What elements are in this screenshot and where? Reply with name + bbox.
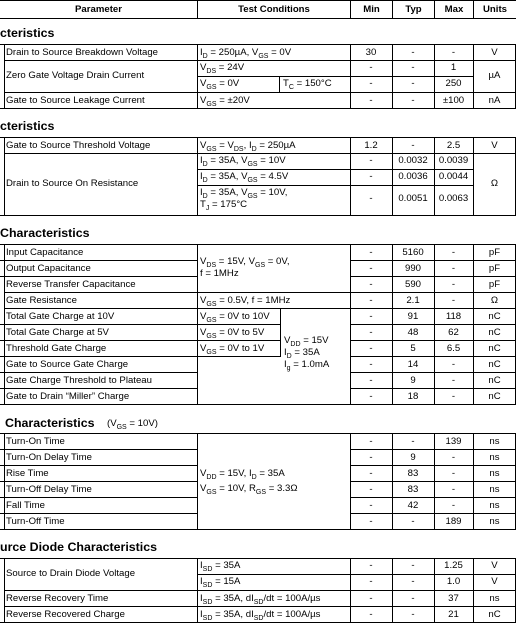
min-rds-2: - bbox=[369, 171, 373, 182]
table-rule bbox=[197, 558, 198, 622]
min-toff: - bbox=[369, 515, 373, 527]
table-rule bbox=[197, 44, 198, 108]
typ-igss: - bbox=[411, 94, 415, 106]
param-qg5: Total Gate Charge at 5V bbox=[6, 326, 109, 338]
min-qg10: - bbox=[369, 310, 373, 322]
param-vth: Gate to Source Threshold Voltage bbox=[6, 139, 151, 151]
header-parameter: Parameter bbox=[75, 4, 122, 15]
units-qg10: nC bbox=[488, 310, 501, 322]
typ-idss-1: - bbox=[411, 62, 415, 73]
min-vsd-2: - bbox=[369, 576, 373, 587]
units-qgs: nC bbox=[488, 358, 501, 370]
table-rule bbox=[4, 44, 5, 108]
max-rds-3: 0.0063 bbox=[438, 193, 469, 204]
min-tdoff: - bbox=[369, 483, 373, 495]
typ-tr: 83 bbox=[407, 467, 419, 479]
min-qrr: - bbox=[369, 608, 373, 620]
typ-qgd: 18 bbox=[407, 390, 419, 402]
cond-rds-2: $I_D = 35A$, $V_{GS} = 4.5V$ bbox=[200, 171, 289, 184]
table-rule bbox=[0, 108, 516, 109]
typ-qg5: 48 bbox=[407, 326, 419, 338]
min-rds-1: - bbox=[369, 155, 373, 166]
table-rule bbox=[0, 404, 516, 405]
header-typ: Typ bbox=[405, 4, 422, 15]
param-igss: Gate to Source Leakage Current bbox=[6, 94, 145, 106]
cond-qg5: $V_{GS} = 0V$ to 5V bbox=[200, 326, 265, 340]
param-tdon: Turn-On Delay Time bbox=[6, 451, 93, 463]
min-ton: - bbox=[369, 435, 373, 447]
units-toff: ns bbox=[489, 515, 500, 527]
cond-q-id: $I_D = 35A$ bbox=[284, 347, 320, 360]
param-qgs2: Gate Charge Threshold to Plateau bbox=[6, 374, 152, 386]
cond-cap-1: $V_{DS} = 15V$, $V_{GS} = 0V$, bbox=[200, 256, 290, 269]
max-qgs2: - bbox=[451, 374, 456, 386]
min-idss-2: - bbox=[369, 78, 373, 89]
table-rule bbox=[0, 529, 516, 530]
table-rule bbox=[279, 76, 280, 92]
max-idss-2: 250 bbox=[445, 78, 462, 89]
units-qrr: nC bbox=[488, 608, 501, 620]
cond-qth: $V_{GS} = 0V$ to 1V bbox=[200, 342, 265, 356]
table-rule bbox=[392, 137, 393, 215]
units-rds: Ω bbox=[490, 178, 499, 189]
table-rule bbox=[4, 244, 5, 404]
min-qgs2: - bbox=[369, 374, 373, 386]
cond-qrr: $I_{SD} = 35A$, $dI_{SD}/dt = 100A/\mu s$ bbox=[200, 608, 321, 622]
max-tdoff: - bbox=[451, 483, 456, 495]
table-rule bbox=[473, 244, 474, 404]
units-crss: pF bbox=[488, 278, 501, 290]
cond-cap-2: f = 1MHz bbox=[200, 268, 239, 279]
section-diode-characteristics: urce Diode Characteristics bbox=[0, 540, 158, 554]
param-qgs: Gate to Source Gate Charge bbox=[6, 358, 129, 370]
cond-igss: $V_{GS} = \pm 20V$ bbox=[200, 94, 250, 108]
param-tr: Rise Time bbox=[6, 467, 49, 479]
max-rg: - bbox=[451, 294, 456, 306]
param-qgd: Gate to Drain “Miller” Charge bbox=[6, 390, 130, 402]
cond-sw-2: $V_{GS} = 10V$, $R_{GS} = 3.3\Omega$ bbox=[200, 483, 298, 496]
switching-condition-tail: = 10V) bbox=[126, 418, 158, 429]
units-vth: V bbox=[491, 139, 498, 151]
min-coss: - bbox=[369, 262, 373, 274]
cond-rds-3b: $T_J = 175^\circ C$ bbox=[200, 199, 248, 212]
table-rule bbox=[350, 44, 351, 108]
max-toff: 189 bbox=[445, 515, 462, 527]
typ-vsd-1: - bbox=[411, 560, 415, 571]
table-rule bbox=[197, 433, 198, 529]
min-crss: - bbox=[369, 278, 373, 290]
cond-idss-1: $V_{DS} = 24V$ bbox=[200, 62, 245, 75]
switching-condition-sub: GS bbox=[116, 423, 127, 431]
cond-q-ig: $I_g = 1.0mA$ bbox=[284, 359, 330, 372]
typ-qgs: 14 bbox=[407, 358, 419, 370]
param-tdoff: Turn-Off Delay Time bbox=[6, 483, 92, 495]
cond-idss-tc: $T_C = 150^\circ C$ bbox=[283, 78, 332, 91]
param-toff: Turn-Off Time bbox=[6, 515, 65, 527]
max-qgd: - bbox=[451, 390, 456, 402]
cond-rds-3a: $I_D = 35A$, $V_{GS} = 10V$, bbox=[200, 187, 288, 200]
table-rule bbox=[350, 137, 351, 215]
switching-condition-v: (V bbox=[107, 418, 117, 429]
min-qgs: - bbox=[369, 358, 373, 370]
units-tr: ns bbox=[489, 467, 500, 479]
param-qg10: Total Gate Charge at 10V bbox=[6, 310, 115, 322]
param-rds: Drain to Source On Resistance bbox=[6, 178, 139, 189]
cond-rg: $V_{GS} = 0.5V$, f = 1MHz bbox=[200, 294, 291, 308]
units-tdon: ns bbox=[489, 451, 500, 463]
cond-rds-1: $I_D = 35A$, $V_{GS} = 10V$ bbox=[200, 155, 286, 168]
table-rule bbox=[0, 215, 516, 216]
switching-condition bbox=[107, 417, 158, 434]
max-tr: - bbox=[451, 467, 456, 479]
cond-vsd-2: $I_{SD} = 15A$ bbox=[200, 576, 241, 589]
typ-ton: - bbox=[411, 435, 415, 447]
cond-q-vdd: $V_{DD} = 15V$ bbox=[284, 335, 329, 348]
min-vth: 1.2 bbox=[364, 139, 378, 151]
param-crss: Reverse Transfer Capacitance bbox=[6, 278, 136, 290]
section-switching-characteristics: Characteristics bbox=[5, 416, 95, 430]
min-idss-1: - bbox=[369, 62, 373, 73]
min-bvdss: 30 bbox=[365, 46, 377, 58]
cond-idss-2: $V_{GS} = 0V$ bbox=[200, 78, 240, 91]
units-qgs2: nC bbox=[488, 374, 501, 386]
typ-bvdss: - bbox=[411, 46, 415, 58]
typ-tdoff: 83 bbox=[407, 483, 419, 495]
section-on-characteristics: cteristics bbox=[0, 119, 55, 133]
table-rule bbox=[4, 433, 5, 529]
typ-tf: 42 bbox=[407, 499, 419, 511]
typ-rds-3: 0.0051 bbox=[398, 193, 428, 204]
param-tf: Fall Time bbox=[6, 499, 45, 511]
units-vsd-2: V bbox=[491, 576, 498, 587]
table-rule bbox=[473, 137, 474, 215]
units-coss: pF bbox=[488, 262, 501, 274]
max-qgs: - bbox=[451, 358, 456, 370]
units-tdoff: ns bbox=[489, 483, 500, 495]
units-ton: ns bbox=[489, 435, 500, 447]
min-vsd-1: - bbox=[369, 560, 373, 571]
cond-vsd-1: $I_{SD} = 35A$ bbox=[200, 560, 241, 573]
units-igss: nA bbox=[488, 94, 501, 106]
units-ciss: pF bbox=[488, 246, 501, 258]
param-vsd: Source to Drain Diode Voltage bbox=[6, 568, 136, 579]
units-trr: ns bbox=[489, 592, 500, 604]
units-tf: ns bbox=[489, 499, 500, 511]
max-tf: - bbox=[451, 499, 456, 511]
units-qg5: nC bbox=[488, 326, 501, 338]
table-rule bbox=[473, 433, 474, 529]
param-bvdss: Drain to Source Breakdown Voltage bbox=[6, 46, 158, 58]
max-crss: - bbox=[451, 278, 456, 290]
typ-vth: - bbox=[411, 139, 415, 151]
param-ciss: Input Capacitance bbox=[6, 246, 84, 258]
max-rds-2: 0.0044 bbox=[438, 171, 469, 182]
param-qrr: Reverse Recovered Charge bbox=[6, 608, 125, 620]
units-vsd-1: V bbox=[491, 560, 498, 571]
units-bvdss: V bbox=[491, 46, 498, 58]
param-qth: Threshold Gate Charge bbox=[6, 342, 107, 354]
typ-vsd-2: - bbox=[411, 576, 415, 587]
max-coss: - bbox=[451, 262, 456, 274]
max-vth: 2.5 bbox=[446, 139, 461, 151]
typ-coss: 990 bbox=[404, 262, 421, 274]
min-tr: - bbox=[369, 467, 373, 479]
max-bvdss: - bbox=[451, 46, 456, 58]
min-trr: - bbox=[369, 592, 373, 604]
max-qg5: 62 bbox=[448, 326, 459, 338]
typ-rds-2: 0.0036 bbox=[398, 171, 428, 182]
units-qgd: nC bbox=[488, 390, 501, 402]
max-qth: 6.5 bbox=[446, 342, 461, 354]
table-rule bbox=[434, 44, 435, 108]
section-off-characteristics: cteristics bbox=[0, 26, 55, 40]
max-vsd-1: 1.25 bbox=[444, 560, 463, 571]
typ-qgs2: 9 bbox=[410, 374, 416, 386]
min-qg5: - bbox=[369, 326, 373, 338]
cond-vth: $V_{GS} = V_{DS}$, $I_D = 250\mu A$ bbox=[200, 139, 296, 153]
min-rds-3: - bbox=[369, 193, 373, 204]
table-rule bbox=[280, 308, 281, 356]
table-rule bbox=[392, 433, 393, 529]
table-rule bbox=[392, 44, 393, 108]
section-dynamic-characteristics: Characteristics bbox=[0, 226, 90, 240]
typ-rds-1: 0.0032 bbox=[398, 155, 428, 166]
cond-qg10: $V_{GS} = 0V$ to 10V bbox=[200, 310, 270, 324]
table-rule bbox=[4, 558, 5, 622]
table-rule bbox=[197, 244, 198, 404]
table-rule bbox=[350, 244, 351, 404]
max-qrr: 21 bbox=[448, 608, 459, 620]
typ-qrr: - bbox=[411, 608, 415, 620]
units-rg: Ω bbox=[490, 294, 499, 306]
max-qg10: 118 bbox=[445, 310, 462, 322]
table-rule bbox=[434, 558, 435, 622]
header-units: Units bbox=[483, 4, 507, 15]
typ-idss-2: - bbox=[411, 78, 415, 89]
header-test-conditions: Test Conditions bbox=[238, 4, 310, 15]
typ-trr: - bbox=[411, 592, 415, 604]
header-min: Min bbox=[363, 4, 380, 15]
max-igss: ±100 bbox=[442, 94, 465, 106]
param-coss: Output Capacitance bbox=[6, 262, 91, 274]
cond-trr: $I_{SD} = 35A$, $dI_{SD}/dt = 100A/\mu s$ bbox=[200, 592, 321, 606]
units-qth: nC bbox=[488, 342, 501, 354]
header-max: Max bbox=[444, 4, 464, 15]
max-trr: 37 bbox=[448, 592, 459, 604]
min-tdon: - bbox=[369, 451, 373, 463]
min-qth: - bbox=[369, 342, 373, 354]
typ-toff: - bbox=[411, 515, 415, 527]
min-rg: - bbox=[369, 294, 373, 306]
max-tdon: - bbox=[451, 451, 456, 463]
table-rule bbox=[434, 433, 435, 529]
typ-qth: 5 bbox=[410, 342, 416, 354]
table-rule bbox=[434, 137, 435, 215]
table-header bbox=[0, 0, 516, 18]
typ-ciss: 5160 bbox=[402, 246, 424, 258]
table-rule bbox=[434, 244, 435, 404]
min-qgd: - bbox=[369, 390, 373, 402]
table-rule bbox=[392, 244, 393, 404]
table-rule bbox=[392, 558, 393, 622]
table-rule bbox=[350, 433, 351, 529]
table-rule bbox=[0, 622, 516, 623]
max-ton: 139 bbox=[445, 435, 462, 447]
param-rg: Gate Resistance bbox=[6, 294, 77, 306]
param-idss: Zero Gate Voltage Drain Current bbox=[6, 70, 145, 81]
max-vsd-2: 1.0 bbox=[446, 576, 461, 587]
table-rule bbox=[197, 137, 198, 215]
min-igss: - bbox=[369, 94, 373, 106]
table-rule bbox=[473, 44, 474, 108]
typ-rg: 2.1 bbox=[406, 294, 420, 306]
table-rule bbox=[4, 137, 5, 215]
param-ton: Turn-On Time bbox=[6, 435, 65, 447]
min-ciss: - bbox=[369, 246, 373, 258]
max-ciss: - bbox=[451, 246, 456, 258]
typ-qg10: 91 bbox=[407, 310, 419, 322]
table-rule bbox=[473, 558, 474, 622]
param-trr: Reverse Recovery Time bbox=[6, 592, 109, 604]
max-rds-1: 0.0039 bbox=[438, 155, 469, 166]
min-tf: - bbox=[369, 499, 373, 511]
cond-bvdss: $I_D = 250\mu A$, $V_{GS} = 0V$ bbox=[200, 46, 292, 60]
max-idss-1: 1 bbox=[450, 62, 457, 73]
units-idss: µA bbox=[488, 70, 501, 81]
cond-sw-1: $V_{DD} = 15V$, $I_D = 35A$ bbox=[200, 468, 285, 481]
typ-tdon: 9 bbox=[410, 451, 416, 463]
table-rule bbox=[350, 558, 351, 622]
typ-crss: 590 bbox=[404, 278, 421, 290]
